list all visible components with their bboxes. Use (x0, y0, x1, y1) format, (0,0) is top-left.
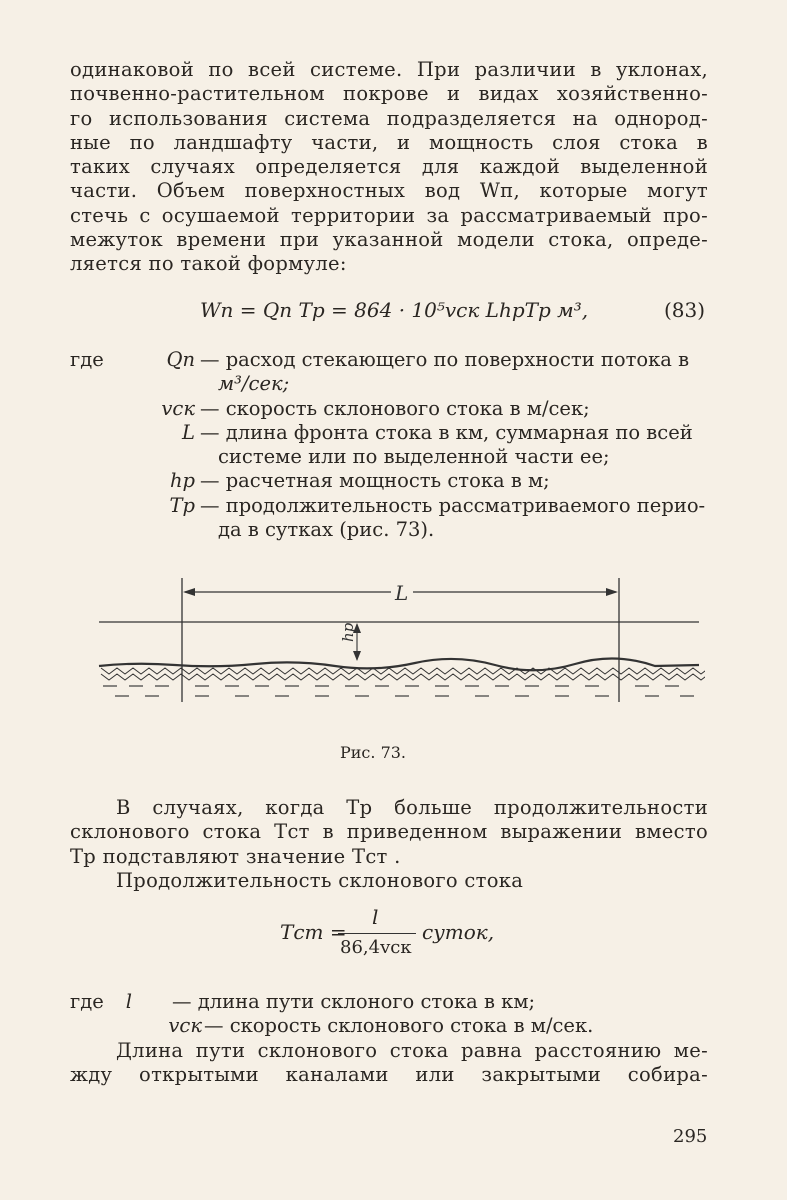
symbol: l (125, 990, 132, 1013)
text-line: жду открытыми каналами или закрытыми собира- (70, 1063, 708, 1087)
ground-surface-line (99, 658, 699, 670)
definition-text: — длина фронта стока в км, суммарная по всей (200, 420, 693, 444)
paragraph-4 (70, 1039, 708, 1088)
text-line: части. Объем поверхностных вод Wп, которые могут (70, 179, 708, 203)
figure-73-diagram (95, 570, 705, 710)
formula-denominator: 86,4vск (340, 937, 412, 958)
label-h: hр (339, 622, 357, 642)
where-label: где (70, 990, 104, 1013)
definitions-list-1 (70, 348, 710, 542)
paragraph-3 (70, 869, 708, 893)
definition-text: да в сутках (рис. 73). (218, 518, 435, 542)
text-line: межуток времени при указанной модели стока, опреде- (70, 228, 708, 252)
definition-row (70, 372, 710, 396)
definition-row (70, 1014, 710, 1038)
page-number: 295 (673, 1126, 708, 1147)
groundwater-dashes (103, 686, 694, 696)
arrow-right-icon (606, 588, 618, 596)
paragraph-2 (70, 796, 708, 869)
symbol: Tр (169, 493, 195, 517)
fraction-bar (338, 933, 416, 934)
figure-caption: Рис. 73. (340, 743, 407, 762)
equation-number: (83) (664, 298, 706, 322)
definition-text: — расход стекающего по поверхности потока в (200, 348, 690, 371)
formula-83: Wп = Qп Tр = 864 · 10⁵vск LhрTр м³, (200, 298, 589, 322)
definition-row (70, 518, 710, 542)
text-line: стечь с осушаемой территории за рассматриваемый про- (70, 203, 708, 227)
formula-lhs: Tст = (280, 920, 347, 944)
text-line: склонового стока Tст в приведенном выражении вместо (70, 820, 708, 844)
text-line: В случаях, когда Tр больше продолжительности (116, 796, 708, 819)
definition-row (70, 348, 710, 372)
text-line: ные по ландшафту части, и мощность слоя стока в (70, 130, 708, 154)
text-line: Tр подставляют значение Tст . (70, 844, 401, 868)
formula-tst (280, 905, 520, 965)
arrow-down-icon (353, 651, 361, 661)
definition-row (70, 445, 710, 469)
text-line: таких случаях определяется для каждой выделенной (70, 155, 708, 179)
definition-row (70, 469, 710, 493)
definition-text: — продолжительность рассматриваемого перио- (200, 493, 706, 517)
symbol: vск (168, 1014, 202, 1038)
definition-row (70, 494, 710, 518)
definition-text: м³/сек; (218, 372, 290, 396)
text-line: почвенно-растительном покрове и видах хозяйственно- (70, 82, 708, 106)
definition-text: — скорость склонового стока в м/сек. (204, 1014, 594, 1038)
paragraph-1 (70, 58, 708, 277)
definitions-list-2 (70, 990, 710, 1039)
text-line: го использования система подразделяется на однород- (70, 106, 708, 130)
text-line: Продолжительность склонового стока (116, 869, 524, 892)
definition-text: — скорость склонового стока в м/сек; (200, 396, 590, 420)
definition-text: — расчетная мощность стока в м; (200, 469, 550, 493)
formula-unit: суток, (422, 920, 495, 944)
symbol: hр (169, 469, 195, 493)
symbol: Qп (166, 348, 195, 371)
definition-row (70, 990, 710, 1014)
formula-numerator: l (372, 905, 379, 929)
symbol: vск (161, 396, 195, 420)
arrow-left-icon (183, 588, 195, 596)
text-line: ляется по такой формуле: (70, 252, 347, 276)
definition-text: — длина пути склоного стока в км; (172, 990, 536, 1013)
definition-row (70, 421, 710, 445)
soil-hatching (101, 668, 705, 680)
symbol: L (182, 420, 195, 444)
text-line: Длина пути склонового стока равна расстоянию ме- (116, 1039, 708, 1062)
definition-row (70, 397, 710, 421)
text-line: одинаковой по всей системе. При различии в уклонах, (70, 58, 708, 81)
label-L: L (395, 581, 409, 605)
definition-text: системе или по выделенной части ее; (218, 445, 610, 469)
where-label: где (70, 348, 104, 371)
